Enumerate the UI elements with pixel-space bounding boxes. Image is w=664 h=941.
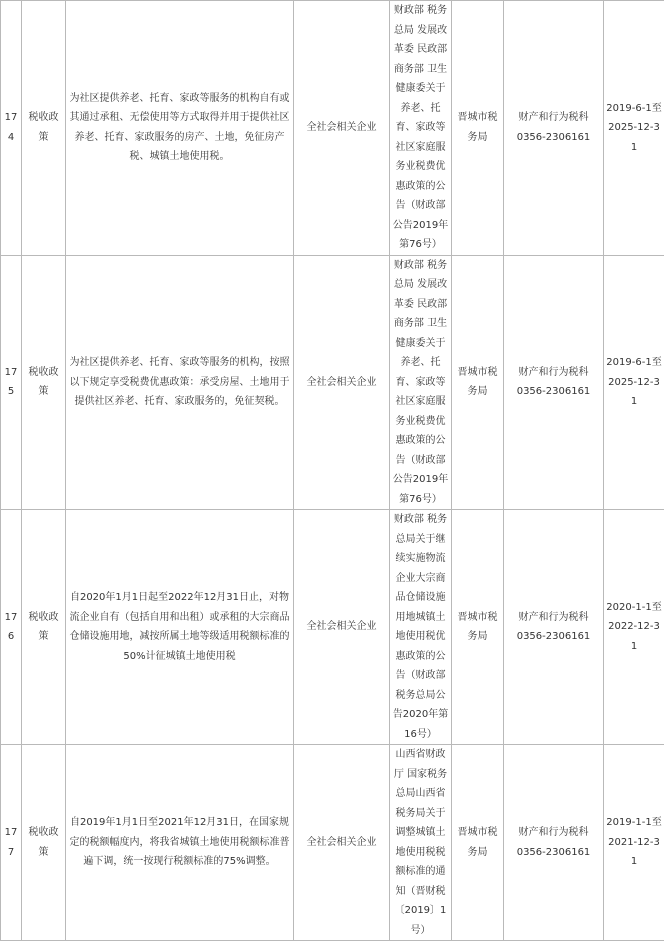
responsible-agency: 晋城市税务局 xyxy=(452,745,504,941)
responsible-agency: 晋城市税务局 xyxy=(452,1,504,256)
validity-period xyxy=(604,745,664,941)
contact-phone: 0356-2306161 xyxy=(506,843,601,863)
contact-dept: 财产和行为税科 xyxy=(506,363,601,383)
contact-cell xyxy=(504,510,604,745)
period-start: 2019-6-1至 xyxy=(606,99,662,119)
contact-cell xyxy=(504,745,604,941)
table-row xyxy=(1,745,664,941)
policy-category: 税收政策 xyxy=(22,745,66,941)
contact-dept: 财产和行为税科 xyxy=(506,823,601,843)
validity-period xyxy=(604,510,664,745)
row-number: 176 xyxy=(1,510,22,745)
period-start: 2019-6-1至 xyxy=(606,353,662,373)
policy-document: 财政部 税务总局 发展改革委 民政部 商务部 卫生健康委关于养老、托育、家政等社区家庭服务业税费优惠政策的公告（财政部公告2019年第76号） xyxy=(390,255,452,510)
table-row xyxy=(1,510,664,745)
target-group: 全社会相关企业 xyxy=(294,745,390,941)
row-number: 175 xyxy=(1,255,22,510)
period-end: 2021-12-31 xyxy=(606,833,662,872)
policy-content: 为社区提供养老、托育、家政等服务的机构自有或其通过承租、无偿使用等方式取得并用于提供社区养老、托育、家政服务的房产、土地，免征房产税、城镇土地使用税。 xyxy=(66,1,294,256)
responsible-agency: 晋城市税务局 xyxy=(452,255,504,510)
row-number: 177 xyxy=(1,745,22,941)
period-end: 2022-12-31 xyxy=(606,617,662,656)
policy-document: 山西省财政厅 国家税务总局山西省税务局关于调整城镇土地使用税税额标准的通知（晋财税〔2019〕1号） xyxy=(390,745,452,941)
contact-dept: 财产和行为税科 xyxy=(506,108,601,128)
period-start: 2020-1-1至 xyxy=(606,598,662,618)
period-start: 2019-1-1至 xyxy=(606,813,662,833)
contact-dept: 财产和行为税科 xyxy=(506,608,601,628)
target-group: 全社会相关企业 xyxy=(294,510,390,745)
validity-period xyxy=(604,1,664,256)
contact-phone: 0356-2306161 xyxy=(506,382,601,402)
policy-document: 财政部 税务总局 发展改革委 民政部 商务部 卫生健康委关于养老、托育、家政等社区家庭服务业税费优惠政策的公告（财政部公告2019年第76号） xyxy=(390,1,452,256)
table-row xyxy=(1,1,664,256)
contact-cell xyxy=(504,1,604,256)
period-end: 2025-12-31 xyxy=(606,373,662,412)
contact-phone: 0356-2306161 xyxy=(506,627,601,647)
table-row xyxy=(1,255,664,510)
policy-content: 为社区提供养老、托育、家政等服务的机构，按照以下规定享受税费优惠政策：承受房屋、土地用于提供社区养老、托育、家政服务的，免征契税。 xyxy=(66,255,294,510)
target-group: 全社会相关企业 xyxy=(294,1,390,256)
validity-period xyxy=(604,255,664,510)
policy-category: 税收政策 xyxy=(22,255,66,510)
policy-content: 自2020年1月1日起至2022年12月31日止，对物流企业自有（包括自用和出租）或承租的大宗商品仓储设施用地，减按所属土地等级适用税额标准的50%计征城镇土地使用税 xyxy=(66,510,294,745)
contact-cell xyxy=(504,255,604,510)
policy-category: 税收政策 xyxy=(22,1,66,256)
contact-phone: 0356-2306161 xyxy=(506,128,601,148)
period-end: 2025-12-31 xyxy=(606,118,662,157)
policy-document: 财政部 税务总局关于继续实施物流企业大宗商品仓储设施用地城镇土地使用税优惠政策的公告（财政部 税务总局公告2020年第16号） xyxy=(390,510,452,745)
responsible-agency: 晋城市税务局 xyxy=(452,510,504,745)
target-group: 全社会相关企业 xyxy=(294,255,390,510)
row-number: 174 xyxy=(1,1,22,256)
policy-content: 自2019年1月1日至2021年12月31日，在国家规定的税额幅度内，将我省城镇土地使用税额标准普遍下调，统一按现行税额标准的75%调整。 xyxy=(66,745,294,941)
policy-category: 税收政策 xyxy=(22,510,66,745)
